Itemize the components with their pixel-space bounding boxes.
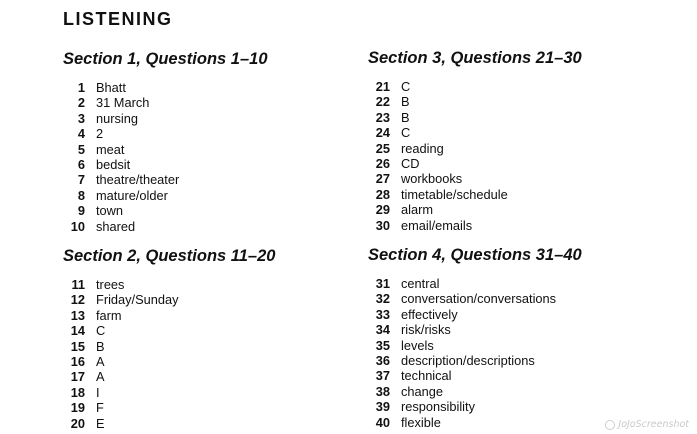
question-number: 32 [375,291,390,307]
answer-row [63,188,268,203]
answer-row [63,203,268,218]
question-number: 7 [77,172,85,188]
question-number: 24 [375,125,390,141]
answer-text: alarm [401,202,433,218]
answer-text: A [96,369,105,385]
answer-row [63,157,268,172]
answer-text: theatre/theater [96,172,180,188]
answer-list [63,80,268,234]
answer-text: trees [96,277,125,292]
question-number: 11 [71,277,85,292]
question-number: 30 [375,217,390,233]
answer-text: central [401,276,440,291]
question-number: 14 [70,323,85,339]
answer-row [63,416,275,431]
answer-text: I [96,384,100,400]
answer-row [368,79,582,94]
answer-text: B [401,109,410,125]
answer-row [368,368,582,383]
question-number: 18 [70,384,85,400]
answer-row [63,339,275,354]
question-number: 12 [70,292,85,308]
section-heading: Section 1, Questions 1–10 [63,50,268,68]
answer-row [368,94,582,109]
answer-text: Friday/Sunday [96,292,179,308]
answer-row [368,141,582,156]
answer-text: shared [96,218,136,234]
answer-text: C [96,323,106,339]
answer-list [368,276,582,430]
answer-row [368,202,582,217]
answer-text: description/descriptions [401,352,535,368]
answer-row [368,338,582,353]
answer-text: risk/risks [401,322,451,338]
answer-text: bedsit [96,156,131,172]
question-number: 37 [375,368,390,384]
section-heading: Section 2, Questions 11–20 [63,247,276,265]
answer-row [63,369,275,384]
answer-text: mature/older [96,187,168,203]
watermark-text: JoJoScreenshot [618,419,689,430]
answer-row [368,353,582,368]
section-1 [63,48,268,234]
answer-row [368,291,582,306]
answer-row [368,307,582,322]
question-number: 33 [375,306,390,322]
question-number: 19 [70,400,85,416]
question-number: 15 [70,338,85,354]
answer-row [63,111,268,126]
page-title: LISTENING [63,9,173,29]
answer-text: reading [401,140,444,156]
question-number: 21 [375,79,390,94]
question-number: 25 [375,140,390,156]
question-number: 40 [375,414,390,430]
answer-row [63,354,275,369]
answer-row [63,95,268,110]
answer-text: town [96,203,124,219]
question-number: 3 [77,110,85,126]
answer-text: C [401,79,411,94]
answer-row [368,187,582,202]
answer-row [368,125,582,140]
answer-text: farm [96,307,122,323]
question-number: 20 [70,415,85,431]
answer-text: responsibility [401,399,475,415]
question-number: 16 [70,353,85,369]
answer-text: 2 [96,126,104,142]
camera-lens-icon [605,420,615,430]
watermark [605,419,689,430]
answer-list [368,79,582,233]
section-2 [63,245,275,431]
answer-row [63,400,275,415]
answer-text: B [401,94,410,110]
question-number: 34 [375,322,390,338]
question-number: 17 [70,369,85,385]
answer-row [368,322,582,337]
answer-row [368,399,582,414]
answer-row [63,385,275,400]
answer-row [368,415,582,430]
answer-text: CD [401,155,420,171]
question-number: 8 [77,187,85,203]
answer-text: C [401,125,411,141]
answer-row [368,156,582,171]
answer-row [63,292,275,307]
answer-text: workbooks [401,171,463,187]
answer-list [63,277,275,431]
answer-text: A [96,353,105,369]
question-number: 27 [375,171,390,187]
answer-text: B [96,338,105,354]
answer-text: email/emails [401,217,473,233]
question-number: 4 [77,126,85,142]
answer-text: Bhatt [96,80,126,95]
answer-text: nursing [96,110,138,126]
answer-row [368,110,582,125]
question-number: 13 [70,307,85,323]
answer-row [63,126,268,141]
section-heading: Section 3, Questions 21–30 [368,49,582,67]
question-number: 38 [375,383,390,399]
answer-text: E [96,415,105,431]
question-number: 2 [77,95,85,111]
answer-row [63,172,268,187]
answer-text: 31 March [96,95,150,111]
question-number: 6 [77,156,85,172]
answer-row [368,384,582,399]
question-number: 35 [375,337,390,353]
answer-text: meat [96,141,125,157]
question-number: 9 [77,203,85,219]
answer-text: levels [401,337,434,353]
answer-text: effectively [401,306,458,322]
question-number: 1 [77,80,85,95]
section-heading: Section 4, Questions 31–40 [368,246,582,264]
answer-row [63,323,275,338]
question-number: 39 [375,399,390,415]
answer-text: flexible [401,414,441,430]
answer-text: conversation/conversations [401,291,557,307]
answer-text: timetable/schedule [401,186,508,202]
section-4 [368,244,582,430]
answer-row [63,80,268,95]
answer-text: technical [401,368,452,384]
answer-row [63,142,268,157]
answer-row [63,219,268,234]
question-number: 5 [77,141,85,157]
answer-row [63,277,275,292]
question-number: 23 [375,109,390,125]
answer-text: change [401,383,443,399]
question-number: 28 [375,186,390,202]
answer-row [368,276,582,291]
question-number: 31 [375,276,390,291]
question-number: 26 [375,155,390,171]
question-number: 29 [375,202,390,218]
section-3 [368,47,582,233]
answer-row [63,308,275,323]
question-number: 36 [375,352,390,368]
answer-text: F [96,400,104,416]
question-number: 10 [70,218,85,234]
answer-row [368,218,582,233]
answer-row [368,171,582,186]
question-number: 22 [375,94,390,110]
